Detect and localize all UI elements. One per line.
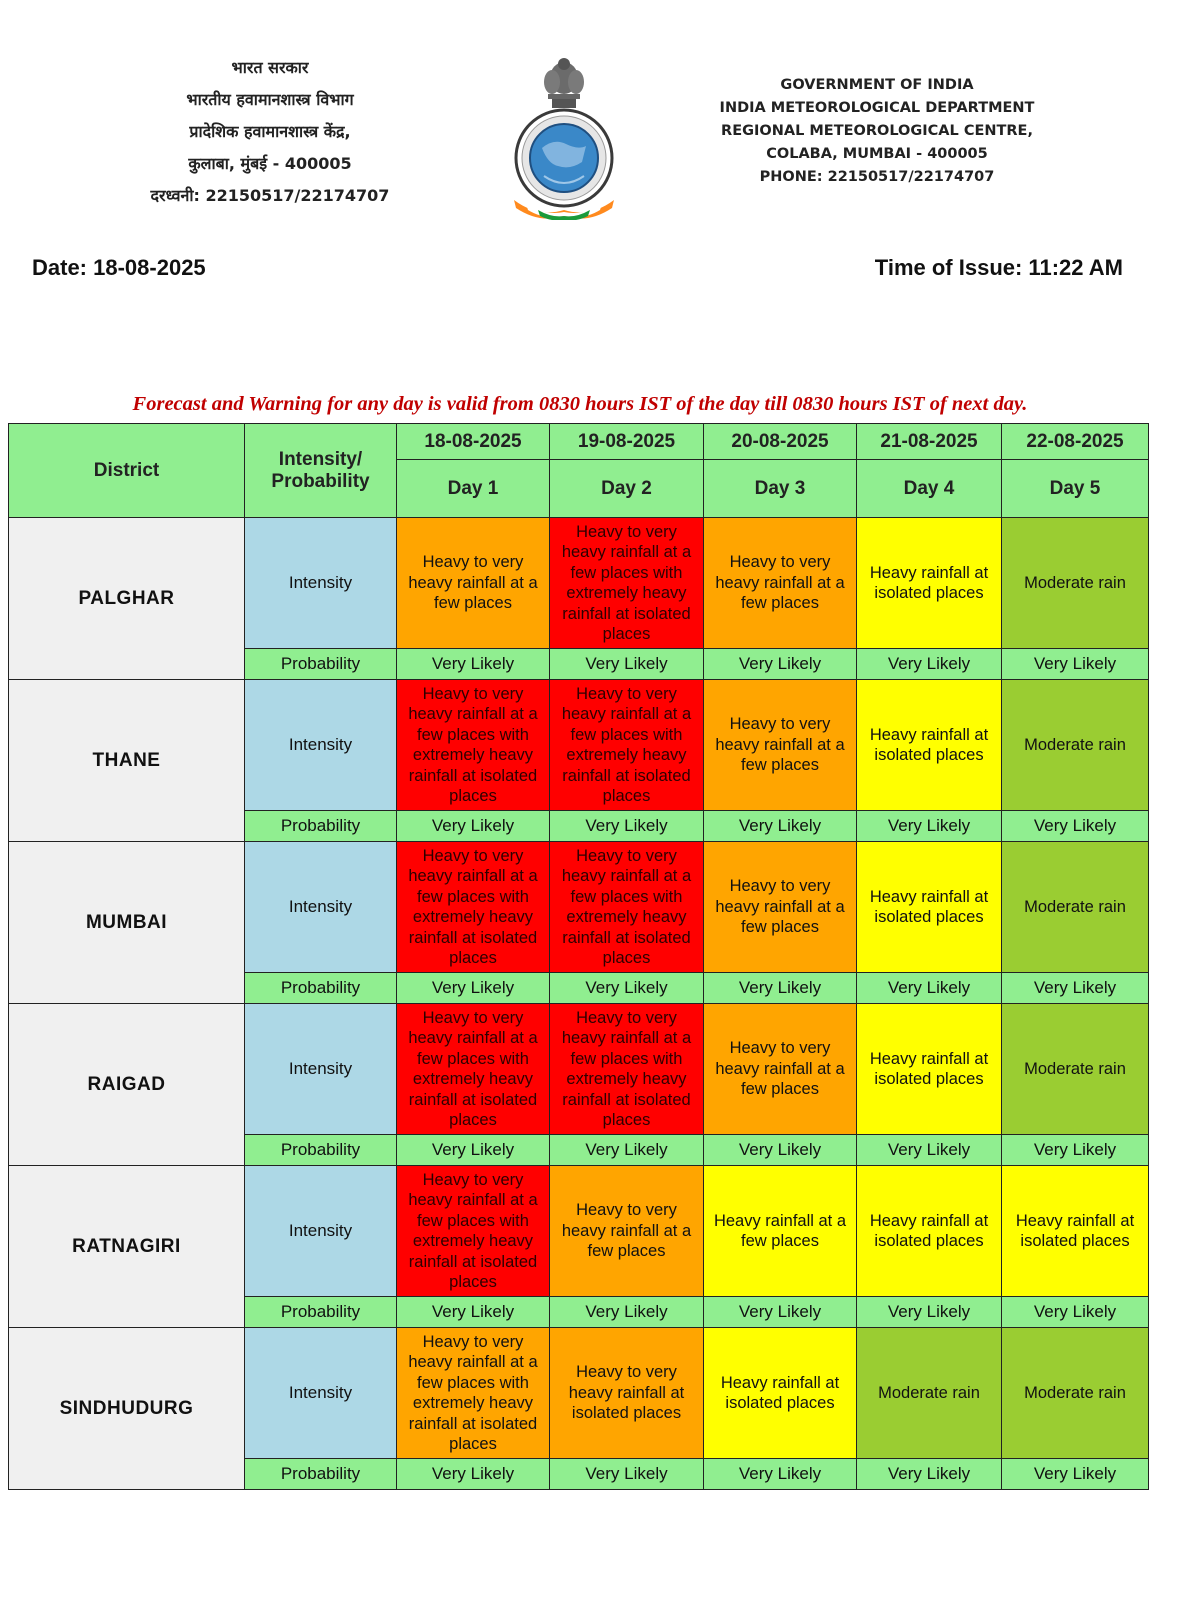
intensity-text: Heavy to very heavy rainfall at a few places	[715, 1039, 845, 1099]
probability-cell: Very Likely	[550, 1459, 704, 1490]
english-letterhead	[712, 74, 1042, 189]
probability-cell: Very Likely	[857, 973, 1002, 1004]
hindi-line-rmc: प्रादेशिक हवामानशास्त्र केंद्र,	[189, 122, 351, 141]
intensity-text: Heavy rainfall at a few places	[713, 1211, 847, 1250]
intensity-cell	[857, 518, 1002, 649]
intensity-text: Moderate rain	[1024, 735, 1126, 754]
probability-cell: Very Likely	[857, 1135, 1002, 1166]
probability-cell: Very Likely	[704, 811, 857, 842]
intensity-text: Heavy to very heavy rainfall at isolated places	[568, 1363, 685, 1423]
intensity-label: Intensity	[245, 518, 397, 649]
district-name: RATNAGIRI	[9, 1166, 245, 1328]
hindi-line-govt: भारत सरकार	[231, 58, 309, 77]
intensity-cell	[550, 842, 704, 973]
intensity-cell	[550, 1166, 704, 1297]
intensity-cell	[857, 842, 1002, 973]
intensity-row	[9, 680, 1149, 811]
english-line-phone: PHONE: 22150517/22174707	[759, 169, 995, 185]
probability-cell: Very Likely	[1002, 1297, 1149, 1328]
english-line-govt: GOVERNMENT OF INDIA	[780, 77, 974, 93]
intensity-label: Intensity	[245, 1328, 397, 1459]
probability-cell: Very Likely	[1002, 1459, 1149, 1490]
day-header: Day 4	[857, 460, 1002, 518]
probability-cell: Very Likely	[397, 1459, 550, 1490]
intensity-row	[9, 1166, 1149, 1297]
probability-cell: Very Likely	[857, 649, 1002, 680]
intensity-label: Intensity	[245, 1004, 397, 1135]
english-line-rmc: REGIONAL METEOROLOGICAL CENTRE,	[721, 123, 1033, 139]
hindi-line-phone: दरध्वनी: 22150517/22174707	[150, 186, 390, 205]
probability-cell: Very Likely	[704, 973, 857, 1004]
intensity-cell	[1002, 1166, 1149, 1297]
intensity-cell	[550, 680, 704, 811]
intensity-text: Heavy to very heavy rainfall at a few places with extremely heavy rainfall at isolated places	[408, 846, 538, 967]
intensity-text: Heavy to very heavy rainfall at a few places with extremely heavy rainfall at isolated places	[408, 684, 538, 805]
intensity-cell	[857, 1166, 1002, 1297]
probability-cell: Very Likely	[857, 1459, 1002, 1490]
intensity-text: Heavy rainfall at isolated places	[869, 1211, 989, 1250]
date-header: 19-08-2025	[550, 424, 704, 460]
probability-cell: Very Likely	[397, 973, 550, 1004]
probability-cell: Very Likely	[1002, 649, 1149, 680]
english-line-address: COLABA, MUMBAI - 400005	[766, 146, 988, 162]
probability-cell: Very Likely	[704, 1135, 857, 1166]
intensity-text: Heavy to very heavy rainfall at a few places with extremely heavy rainfall at isolated places	[561, 684, 692, 805]
intensity-text: Moderate rain	[1024, 573, 1126, 592]
intensity-cell	[550, 1004, 704, 1135]
intensity-text: Heavy rainfall at isolated places	[720, 1373, 840, 1412]
forecast-table	[8, 423, 1149, 1490]
probability-cell: Very Likely	[1002, 811, 1149, 842]
probability-label: Probability	[245, 811, 397, 842]
hindi-line-imd: भारतीय हवामानशास्त्र विभाग	[186, 90, 354, 109]
probability-cell: Very Likely	[397, 1135, 550, 1166]
intensity-text: Heavy rainfall at isolated places	[869, 563, 989, 602]
intensity-cell	[704, 518, 857, 649]
probability-cell: Very Likely	[550, 1135, 704, 1166]
globe-seal-icon	[516, 110, 612, 206]
forecast-table-body	[9, 518, 1149, 1490]
intensity-cell	[397, 1328, 550, 1459]
probability-label: Probability	[245, 1297, 397, 1328]
date-header: 20-08-2025	[704, 424, 857, 460]
date-header: 18-08-2025	[397, 424, 550, 460]
intensity-cell	[857, 1328, 1002, 1459]
probability-cell: Very Likely	[550, 649, 704, 680]
intensity-label: Intensity	[245, 842, 397, 973]
intensity-cell	[704, 1166, 857, 1297]
intensity-text: Heavy to very heavy rainfall at a few places	[715, 553, 845, 613]
intensity-cell	[397, 1004, 550, 1135]
intensity-text: Heavy rainfall at isolated places	[869, 887, 989, 926]
intensity-label: Intensity	[245, 1166, 397, 1297]
probability-cell: Very Likely	[704, 649, 857, 680]
intensity-cell	[397, 842, 550, 973]
intensity-text: Heavy to very heavy rainfall at a few places with extremely heavy rainfall at isolated places	[408, 1170, 538, 1291]
intensity-text: Heavy to very heavy rainfall at a few places with extremely heavy rainfall at isolated places	[561, 846, 692, 967]
intensity-text: Heavy to very heavy rainfall at a few places with extremely heavy rainfall at isolated places	[561, 522, 692, 643]
probability-cell: Very Likely	[1002, 973, 1149, 1004]
lion-capital-icon	[544, 58, 584, 108]
intensity-text: Moderate rain	[1024, 1383, 1126, 1402]
intensity-cell	[397, 1166, 550, 1297]
intensity-text: Heavy to very heavy rainfall at a few places	[715, 715, 845, 775]
intensity-cell	[1002, 680, 1149, 811]
date-header: 21-08-2025	[857, 424, 1002, 460]
probability-label: Probability	[245, 973, 397, 1004]
intensity-text: Heavy to very heavy rainfall at a few places	[561, 1201, 692, 1261]
probability-cell: Very Likely	[397, 649, 550, 680]
day-header: Day 5	[1002, 460, 1149, 518]
intensity-cell	[550, 1328, 704, 1459]
imd-emblem-logo	[508, 52, 620, 220]
intensity-cell	[397, 680, 550, 811]
day-header: Day 2	[550, 460, 704, 518]
intensity-cell	[1002, 518, 1149, 649]
intensity-text: Heavy rainfall at isolated places	[869, 1049, 989, 1088]
district-name: MUMBAI	[9, 842, 245, 1004]
probability-label: Probability	[245, 1459, 397, 1490]
time-of-issue: Time of Issue: 11:22 AM	[874, 255, 1123, 280]
probability-cell: Very Likely	[857, 1297, 1002, 1328]
issue-date: Date: 18-08-2025	[32, 255, 206, 280]
intensity-text: Moderate rain	[878, 1383, 980, 1402]
intensity-row	[9, 1328, 1149, 1459]
intensity-probability-column-header: Intensity/ Probability	[245, 424, 397, 518]
probability-cell: Very Likely	[550, 973, 704, 1004]
intensity-text: Heavy to very heavy rainfall at a few places	[715, 877, 845, 937]
intensity-row	[9, 1004, 1149, 1135]
intensity-label: Intensity	[245, 680, 397, 811]
intensity-text: Moderate rain	[1024, 897, 1126, 916]
intensity-row	[9, 518, 1149, 649]
probability-cell: Very Likely	[857, 811, 1002, 842]
intensity-text: Heavy to very heavy rainfall at a few places with extremely heavy rainfall at isolated places	[408, 1008, 538, 1129]
district-column-header: District	[9, 424, 245, 518]
intensity-text: Heavy rainfall at isolated places	[869, 725, 989, 764]
probability-cell: Very Likely	[704, 1459, 857, 1490]
intensity-row	[9, 842, 1149, 973]
intensity-cell	[1002, 1328, 1149, 1459]
probability-cell: Very Likely	[550, 811, 704, 842]
date-header: 22-08-2025	[1002, 424, 1149, 460]
district-name: SINDHUDURG	[9, 1328, 245, 1490]
intensity-cell	[704, 1004, 857, 1135]
probability-cell: Very Likely	[704, 1297, 857, 1328]
district-name: PALGHAR	[9, 518, 245, 680]
intensity-text: Heavy to very heavy rainfall at a few places with extremely heavy rainfall at isolated places	[561, 1008, 692, 1129]
intensity-text: Heavy rainfall at isolated places	[1015, 1211, 1135, 1250]
intensity-cell	[857, 680, 1002, 811]
probability-cell: Very Likely	[397, 811, 550, 842]
intensity-text: Heavy to very heavy rainfall at a few places	[408, 553, 538, 613]
intensity-cell	[550, 518, 704, 649]
validity-note: Forecast and Warning for any day is valid from 0830 hours IST of the day till 0830 hours IST of next day.	[132, 393, 1028, 415]
english-line-imd: INDIA METEOROLOGICAL DEPARTMENT	[719, 100, 1035, 116]
hindi-line-address: कुलाबा, मुंबई - 400005	[188, 154, 352, 173]
intensity-cell	[1002, 842, 1149, 973]
intensity-cell	[704, 842, 857, 973]
probability-cell: Very Likely	[1002, 1135, 1149, 1166]
intensity-cell	[704, 1328, 857, 1459]
intensity-text: Heavy to very heavy rainfall at a few places with extremely heavy rainfall at isolated places	[408, 1332, 538, 1453]
probability-label: Probability	[245, 649, 397, 680]
probability-cell: Very Likely	[550, 1297, 704, 1328]
intensity-cell	[704, 680, 857, 811]
day-header: Day 1	[397, 460, 550, 518]
hindi-letterhead	[110, 52, 430, 212]
district-name: RAIGAD	[9, 1004, 245, 1166]
intensity-cell	[397, 518, 550, 649]
intensity-cell	[1002, 1004, 1149, 1135]
intensity-cell	[857, 1004, 1002, 1135]
probability-label: Probability	[245, 1135, 397, 1166]
probability-cell: Very Likely	[397, 1297, 550, 1328]
day-header: Day 3	[704, 460, 857, 518]
district-name: THANE	[9, 680, 245, 842]
intensity-text: Moderate rain	[1024, 1059, 1126, 1078]
